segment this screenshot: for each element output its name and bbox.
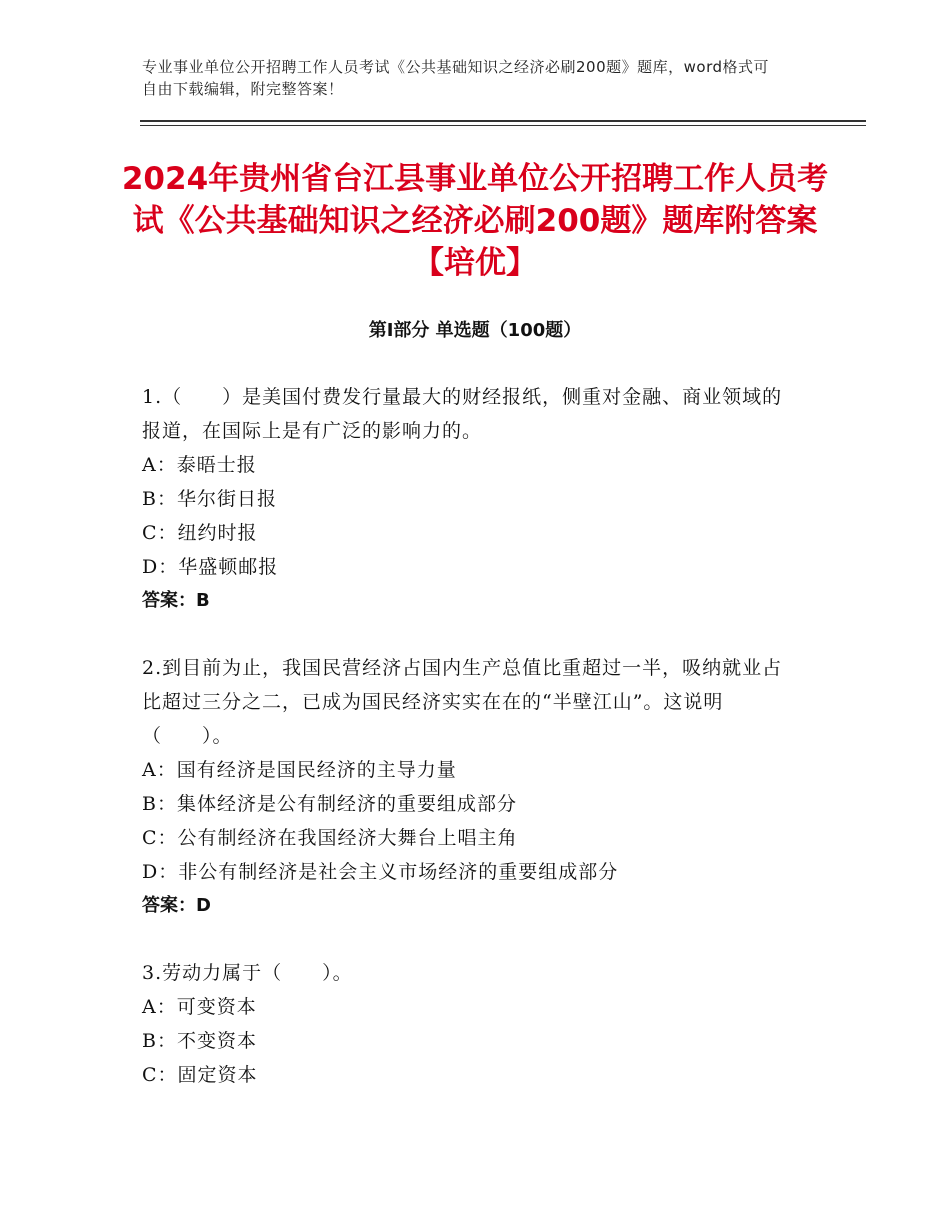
option-c: C：公有制经济在我国经济大舞台上唱主角 bbox=[142, 827, 518, 849]
header-divider-thin bbox=[140, 125, 866, 126]
question-stem: 1.（ ）是美国付费发行量最大的财经报纸，侧重对金融、商业领域的报道，在国际上是有广泛的影响力的。 bbox=[142, 386, 783, 442]
answer-label: 答案：B bbox=[142, 590, 210, 611]
answer-label: 答案：D bbox=[142, 895, 211, 916]
option-d: D：非公有制经济是社会主义市场经济的重要组成部分 bbox=[142, 861, 619, 883]
option-a: A：国有经济是国民经济的主导力量 bbox=[142, 759, 457, 781]
question-3 bbox=[142, 956, 802, 1092]
option-c: C：固定资本 bbox=[142, 1064, 258, 1086]
option-a: A：可变资本 bbox=[142, 996, 257, 1018]
question-2 bbox=[142, 651, 802, 923]
option-b: B：华尔街日报 bbox=[142, 488, 277, 510]
option-b: B：集体经济是公有制经济的重要组成部分 bbox=[142, 793, 517, 815]
option-a: A：泰晤士报 bbox=[142, 454, 257, 476]
option-d: D：华盛顿邮报 bbox=[142, 556, 279, 578]
question-list bbox=[142, 380, 802, 1125]
question-stem: 2.到目前为止，我国民营经济占国内生产总值比重超过一半，吸纳就业占比超过三分之二，已成为国民经济实实在在的“半壁江山”。这说明（ ）。 bbox=[142, 657, 783, 747]
option-b: B：不变资本 bbox=[142, 1030, 257, 1052]
question-stem: 3.劳动力属于（ ）。 bbox=[142, 962, 353, 984]
header-note: 专业事业单位公开招聘工作人员考试《公共基础知识之经济必刷200题》题库，word格式可自由下载编辑，附完整答案！ bbox=[142, 58, 770, 98]
document-title: 2024年贵州省台江县事业单位公开招聘工作人员考试《公共基础知识之经济必刷200题》题库附答案【培优】 bbox=[121, 161, 829, 281]
question-1 bbox=[142, 380, 802, 618]
section-heading: 第Ⅰ部分 单选题（100题） bbox=[368, 320, 582, 341]
header-divider bbox=[140, 120, 866, 122]
option-c: C：纽约时报 bbox=[142, 522, 258, 544]
